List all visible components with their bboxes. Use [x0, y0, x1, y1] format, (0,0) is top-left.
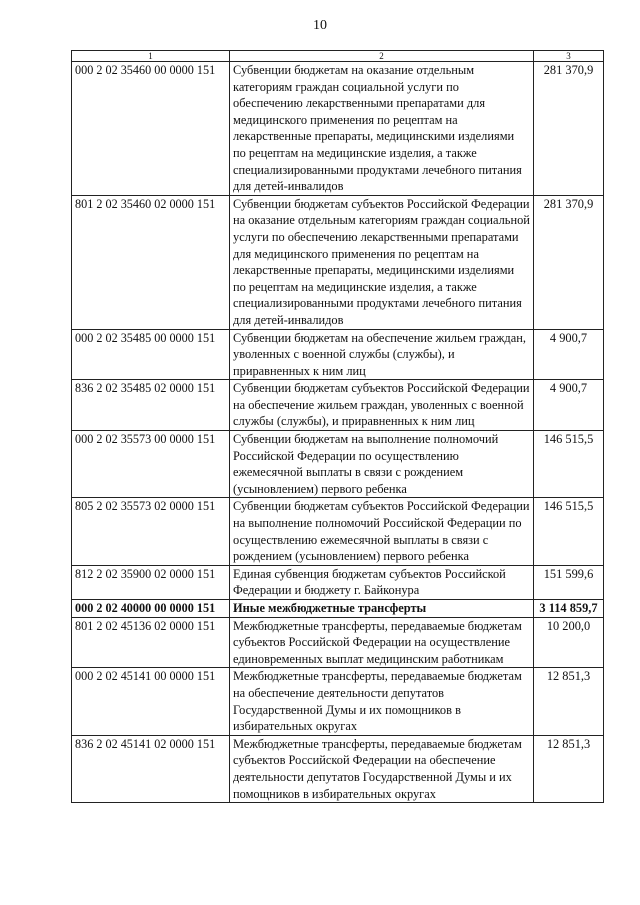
budget-code: 000 2 02 45141 00 0000 151	[72, 668, 230, 735]
budget-code: 836 2 02 45141 02 0000 151	[72, 735, 230, 802]
amount: 4 900,7	[534, 329, 604, 380]
amount: 3 114 859,7	[534, 600, 604, 618]
revenue-name: Субвенции бюджетам на выполнение полномочий Российской Федерации по осуществлению ежемесячной выплаты в связи с рождением (усыновлением) первого ребенка	[230, 431, 534, 498]
revenue-name: Субвенции бюджетам субъектов Российской Федерации на обеспечение жильем граждан, уволенных с военной службы (службы), и приравненных к ним лиц	[230, 380, 534, 431]
revenue-name: Субвенции бюджетам на оказание отдельным категориям граждан социальной услуги по обеспечению лекарственными препаратами для медицинского применения по рецептам на лекарственные препараты, медицинскими изделиями по рецептам на медицинские изделия, а также специализированными продуктами лечебного питания для детей-инвалидов	[230, 62, 534, 196]
column-header-code: 1	[72, 51, 230, 62]
budget-code: 000 2 02 35460 00 0000 151	[72, 62, 230, 196]
budget-code: 000 2 02 40000 00 0000 151	[72, 600, 230, 618]
table-row	[72, 565, 604, 599]
table-row	[72, 62, 604, 196]
revenue-name: Межбюджетные трансферты, передаваемые бюджетам субъектов Российской Федерации на обеспечение деятельности депутатов Государственной Думы и их помощников в избирательных округах	[230, 735, 534, 802]
budget-revenue-table	[71, 50, 604, 803]
revenue-name: Межбюджетные трансферты, передаваемые бюджетам субъектов Российской Федерации на осуществление единовременных выплат медицинским работникам	[230, 617, 534, 668]
amount: 146 515,5	[534, 431, 604, 498]
amount: 281 370,9	[534, 62, 604, 196]
budget-code: 000 2 02 35485 00 0000 151	[72, 329, 230, 380]
revenue-name: Иные межбюджетные трансферты	[230, 600, 534, 618]
amount: 12 851,3	[534, 735, 604, 802]
revenue-name: Субвенции бюджетам на обеспечение жильем граждан, уволенных с военной службы (службы), и приравненных к ним лиц	[230, 329, 534, 380]
page-number: 10	[313, 18, 327, 33]
revenue-name: Субвенции бюджетам субъектов Российской Федерации на выполнение полномочий Российской Федерации по осуществлению ежемесячной выплаты в связи с рождением (усыновлением) первого ребенка	[230, 498, 534, 565]
table-row	[72, 431, 604, 498]
table-row	[72, 329, 604, 380]
budget-code: 805 2 02 35573 02 0000 151	[72, 498, 230, 565]
amount: 10 200,0	[534, 617, 604, 668]
amount: 281 370,9	[534, 195, 604, 329]
budget-code: 801 2 02 45136 02 0000 151	[72, 617, 230, 668]
revenue-name: Межбюджетные трансферты, передаваемые бюджетам на обеспечение деятельности депутатов Государственной Думы и их помощников в избирательных округах	[230, 668, 534, 735]
table-row	[72, 195, 604, 329]
budget-code: 000 2 02 35573 00 0000 151	[72, 431, 230, 498]
table-header-row	[72, 51, 604, 62]
budget-code: 801 2 02 35460 02 0000 151	[72, 195, 230, 329]
budget-code: 812 2 02 35900 02 0000 151	[72, 565, 230, 599]
amount: 4 900,7	[534, 380, 604, 431]
revenue-name: Единая субвенция бюджетам субъектов Российской Федерации и бюджету г. Байконура	[230, 565, 534, 599]
revenue-name: Субвенции бюджетам субъектов Российской Федерации на оказание отдельным категориям граждан социальной услуги по обеспечению лекарственными препаратами для медицинского применения по рецептам на лекарственные препараты, медицинскими изделиями по рецептам на медицинские изделия, а также специализированными продуктами лечебного питания для детей-инвалидов	[230, 195, 534, 329]
amount: 146 515,5	[534, 498, 604, 565]
amount: 151 599,6	[534, 565, 604, 599]
table-row	[72, 380, 604, 431]
table-row	[72, 668, 604, 735]
column-header-sum: 3	[534, 51, 604, 62]
budget-code: 836 2 02 35485 02 0000 151	[72, 380, 230, 431]
table-row	[72, 735, 604, 802]
amount: 12 851,3	[534, 668, 604, 735]
table-row	[72, 617, 604, 668]
column-header-name: 2	[230, 51, 534, 62]
table-row-subtotal	[72, 600, 604, 618]
table-row	[72, 498, 604, 565]
